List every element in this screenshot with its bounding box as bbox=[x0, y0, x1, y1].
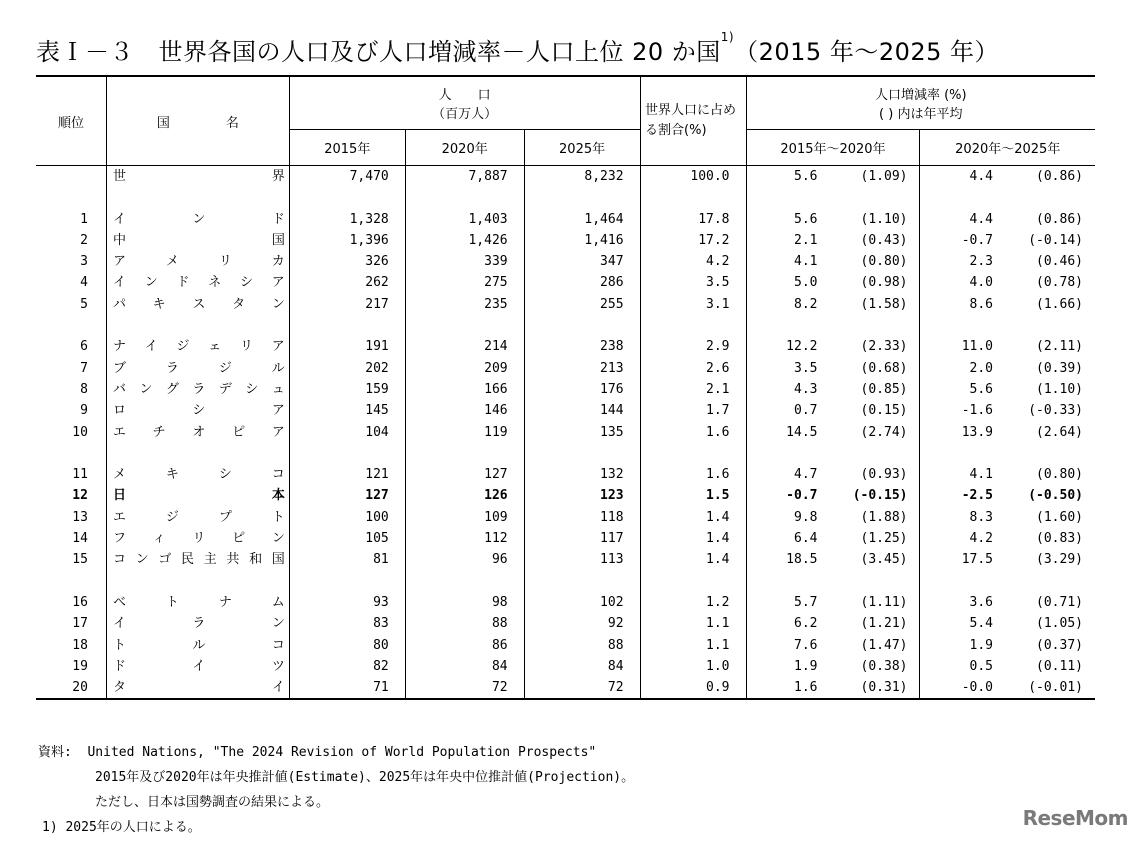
pop-2025: 88 bbox=[524, 635, 640, 656]
country-name: イ ン ド ネ シ ア bbox=[112, 275, 285, 291]
country-name: イ ラ ン bbox=[112, 616, 285, 632]
table-row bbox=[36, 464, 1095, 485]
rank: 9 bbox=[80, 403, 88, 419]
rate-2015-2020: 4.1 bbox=[794, 254, 818, 270]
world-share: 3.5 bbox=[640, 272, 746, 293]
spacer-row bbox=[36, 443, 1095, 464]
rate-2015-2020: 3.5 bbox=[794, 360, 818, 376]
pop-2020: 109 bbox=[405, 507, 524, 528]
world-share: 1.0 bbox=[640, 656, 746, 677]
avg-2015-2020: (0.98) bbox=[860, 275, 908, 291]
avg-2015-2020: (0.93) bbox=[860, 467, 908, 483]
avg-2020-2025: (0.83) bbox=[1036, 531, 1083, 547]
pop-2025: 286 bbox=[524, 272, 640, 293]
avg-2020-2025: (-0.01) bbox=[1028, 680, 1083, 696]
avg-2015-2020: (1.11) bbox=[860, 594, 908, 610]
pop-2015: 81 bbox=[289, 549, 405, 570]
header-population: 人 口 （百万人） bbox=[289, 76, 640, 130]
pop-2015: 262 bbox=[289, 272, 405, 293]
avg-2020-2025: (0.39) bbox=[1036, 360, 1083, 376]
rate-2020-2025: 4.4 bbox=[969, 211, 993, 227]
rank: 11 bbox=[72, 467, 88, 483]
world-share: 4.2 bbox=[640, 251, 746, 272]
country-name: ナ イ ジ ェ リ ア bbox=[112, 339, 285, 355]
avg-2020-2025: (0.46) bbox=[1036, 254, 1083, 270]
header-2015: 2015年 bbox=[289, 130, 405, 166]
rate-2015-2020: 14.5 bbox=[786, 424, 818, 440]
rank: 18 bbox=[72, 637, 88, 653]
avg-2015-2020: (1.25) bbox=[860, 531, 908, 547]
world-share: 1.4 bbox=[640, 507, 746, 528]
country-name: メ キ シ コ bbox=[112, 467, 285, 483]
world-share: 1.4 bbox=[640, 528, 746, 549]
avg-2015-2020: (0.43) bbox=[860, 232, 908, 248]
pop-2025: 118 bbox=[524, 507, 640, 528]
world-share: 1.4 bbox=[640, 549, 746, 570]
world-share: 0.9 bbox=[640, 677, 746, 699]
pop-2020: 214 bbox=[405, 336, 524, 357]
country-name: タ イ bbox=[112, 680, 285, 696]
avg-2020-2025: (-0.33) bbox=[1028, 403, 1083, 419]
pop-2015: 93 bbox=[289, 592, 405, 613]
avg-2020-2025: (0.80) bbox=[1036, 467, 1083, 483]
rank: 2 bbox=[80, 232, 88, 248]
world-share: 1.5 bbox=[640, 485, 746, 506]
pop-2015: 191 bbox=[289, 336, 405, 357]
avg-2015-2020: (2.74) bbox=[860, 424, 908, 440]
rank: 1 bbox=[80, 211, 88, 227]
country-name: ト ル コ bbox=[112, 637, 285, 653]
world-share: 1.7 bbox=[640, 400, 746, 421]
rate-2015-2020: 4.7 bbox=[794, 467, 818, 483]
rank: 12 bbox=[72, 488, 88, 504]
avg-2015-2020: (0.68) bbox=[860, 360, 908, 376]
pop-2015: 159 bbox=[289, 379, 405, 400]
pop-2020: 235 bbox=[405, 294, 524, 315]
header-country: 国 名 bbox=[106, 76, 289, 166]
avg-2020-2025: (0.11) bbox=[1036, 658, 1083, 674]
country-name: パ キ ス タ ン bbox=[112, 296, 285, 312]
rate-2015-2020: 1.6 bbox=[794, 680, 818, 696]
table-row bbox=[36, 272, 1095, 293]
rate-2020-2025: -1.6 bbox=[961, 403, 993, 419]
rate-2015-2020: 6.4 bbox=[794, 531, 818, 547]
world-share: 17.2 bbox=[640, 230, 746, 251]
header-period-2: 2020年～2025年 bbox=[920, 130, 1095, 166]
rate-2020-2025: 4.1 bbox=[969, 467, 993, 483]
table-row bbox=[36, 209, 1095, 230]
pop-2020: 339 bbox=[405, 251, 524, 272]
pop-2015: 104 bbox=[289, 422, 405, 443]
table-row bbox=[36, 400, 1095, 421]
rate-2020-2025: 3.6 bbox=[969, 594, 993, 610]
notes: 資料: United Nations, "The 2024 Revision of World Population Prospects" 2015年及び2020年は年央推計値(Estimate)、2025年は年央中位推計値(Projection)。 ただし、日本は国勢調査の結果による。 1) 2025年の人口による。 bbox=[38, 745, 635, 835]
header-share: 世界人口に占める割合(%) bbox=[640, 76, 746, 166]
pop-2025: 144 bbox=[524, 400, 640, 421]
pop-2020: 72 bbox=[405, 677, 524, 699]
country-name: イ ン ド bbox=[112, 211, 285, 227]
rate-2015-2020: 5.6 bbox=[794, 211, 818, 227]
rate-2015-2020: 8.2 bbox=[794, 296, 818, 312]
pop-2020: 98 bbox=[405, 592, 524, 613]
rank: 16 bbox=[72, 594, 88, 610]
avg-2020-2025: (1.66) bbox=[1036, 296, 1083, 312]
pop-2020: 209 bbox=[405, 358, 524, 379]
header-2025: 2025年 bbox=[524, 130, 640, 166]
pop-2015: 217 bbox=[289, 294, 405, 315]
avg-2020-2025: (2.11) bbox=[1036, 339, 1083, 355]
pop-2025: 1,464 bbox=[524, 209, 640, 230]
rate-2020-2025: 1.9 bbox=[969, 637, 993, 653]
rank: 3 bbox=[80, 254, 88, 270]
pop-2025: 92 bbox=[524, 613, 640, 634]
table-row bbox=[36, 656, 1095, 677]
population-table bbox=[36, 75, 1095, 700]
avg-2015-2020: (0.38) bbox=[860, 658, 908, 674]
rate-2020-2025: 17.5 bbox=[961, 552, 993, 568]
rank: 15 bbox=[72, 552, 88, 568]
pop-2015: 105 bbox=[289, 528, 405, 549]
pop-2025: 1,416 bbox=[524, 230, 640, 251]
pop-2020: 127 bbox=[405, 464, 524, 485]
pop-2015: 1,396 bbox=[289, 230, 405, 251]
table-row bbox=[36, 294, 1095, 315]
pop-2015: 80 bbox=[289, 635, 405, 656]
avg-2020-2025: (-0.50) bbox=[1028, 488, 1083, 504]
spacer-row bbox=[36, 315, 1095, 336]
pop-2020: 146 bbox=[405, 400, 524, 421]
pop-2015: 71 bbox=[289, 677, 405, 699]
world-share: 1.6 bbox=[640, 422, 746, 443]
pop-2015: 1,328 bbox=[289, 209, 405, 230]
rate-2020-2025: 4.0 bbox=[969, 275, 993, 291]
pop-2020: 275 bbox=[405, 272, 524, 293]
pop-2015: 202 bbox=[289, 358, 405, 379]
rank: 10 bbox=[72, 424, 88, 440]
rate-2020-2025: 8.3 bbox=[969, 509, 993, 525]
avg-2020-2025: (2.64) bbox=[1036, 424, 1083, 440]
rate-2015-2020: 9.8 bbox=[794, 509, 818, 525]
avg-2020-2025: (0.71) bbox=[1036, 594, 1083, 610]
pop-2025: 347 bbox=[524, 251, 640, 272]
rate-2015-2020: -0.7 bbox=[786, 488, 818, 504]
avg-2020-2025: (1.60) bbox=[1036, 509, 1083, 525]
avg-2015-2020: (2.33) bbox=[860, 339, 908, 355]
avg-2020-2025: (0.78) bbox=[1036, 275, 1083, 291]
pop-2015: 83 bbox=[289, 613, 405, 634]
rate-2020-2025: 0.5 bbox=[969, 658, 993, 674]
country-name: バ ン グ ラ デ シ ュ bbox=[112, 381, 285, 397]
avg-2015-2020: (3.45) bbox=[860, 552, 908, 568]
rate-2020-2025: 11.0 bbox=[961, 339, 993, 355]
rank: 8 bbox=[80, 381, 88, 397]
rate-2015-2020: 5.0 bbox=[794, 275, 818, 291]
pop-2025: 84 bbox=[524, 656, 640, 677]
header-rate: 人口増減率 (%) ( ) 内は年平均 bbox=[746, 76, 1095, 130]
pop-2020: 88 bbox=[405, 613, 524, 634]
rate-2015-2020: 4.3 bbox=[794, 381, 818, 397]
world-share: 2.6 bbox=[640, 358, 746, 379]
rate-2015-2020: 1.9 bbox=[794, 658, 818, 674]
pop-2025: 102 bbox=[524, 592, 640, 613]
resemom-logo: ReseMom bbox=[1022, 806, 1128, 830]
rate-2020-2025: 5.6 bbox=[969, 381, 993, 397]
rank: 13 bbox=[72, 509, 88, 525]
pop-2015: 82 bbox=[289, 656, 405, 677]
rate-2015-2020: 18.5 bbox=[786, 552, 818, 568]
country-name: 日 本 bbox=[112, 488, 285, 504]
avg-2020-2025: (3.29) bbox=[1036, 552, 1083, 568]
avg-2020-2025: (1.10) bbox=[1036, 381, 1083, 397]
rate-2015-2020: 6.2 bbox=[794, 616, 818, 632]
world-share: 17.8 bbox=[640, 209, 746, 230]
table-row bbox=[36, 635, 1095, 656]
world-share: 1.2 bbox=[640, 592, 746, 613]
rank: 6 bbox=[80, 339, 88, 355]
avg-2020-2025: (-0.14) bbox=[1028, 232, 1083, 248]
pop-2020: 96 bbox=[405, 549, 524, 570]
pop-2020: 86 bbox=[405, 635, 524, 656]
spacer-row bbox=[36, 571, 1095, 592]
country-name: エ チ オ ピ ア bbox=[112, 424, 285, 440]
pop-2025: 255 bbox=[524, 294, 640, 315]
rate-2015-2020: 5.7 bbox=[794, 594, 818, 610]
table-row bbox=[36, 422, 1095, 443]
pop-2025: 135 bbox=[524, 422, 640, 443]
header-2020: 2020年 bbox=[405, 130, 524, 166]
rank: 7 bbox=[80, 360, 88, 376]
avg-2015-2020: (0.15) bbox=[860, 403, 908, 419]
country-name: 中 国 bbox=[112, 232, 285, 248]
avg-2020-2025: (0.86) bbox=[1036, 211, 1083, 227]
spacer-row bbox=[36, 187, 1095, 208]
rate-2020-2025: 5.4 bbox=[969, 616, 993, 632]
avg-2015-2020: (1.88) bbox=[860, 509, 908, 525]
rate-2020-2025: -2.5 bbox=[961, 488, 993, 504]
country-name: フ ィ リ ピ ン bbox=[112, 531, 285, 547]
avg-2015-2020: (1.21) bbox=[860, 616, 908, 632]
pop-2020: 1,426 bbox=[405, 230, 524, 251]
table-row bbox=[36, 230, 1095, 251]
country-name: ア メ リ カ bbox=[112, 254, 285, 270]
pop-2020: 126 bbox=[405, 485, 524, 506]
country-name: エ ジ プ ト bbox=[112, 509, 285, 525]
table-row bbox=[36, 336, 1095, 357]
avg-2015-2020: (-0.15) bbox=[852, 488, 908, 504]
pop-2015: 127 bbox=[289, 485, 405, 506]
table-row bbox=[36, 379, 1095, 400]
pop-2015: 100 bbox=[289, 507, 405, 528]
rank: 4 bbox=[80, 275, 88, 291]
avg-2020-2025: (0.37) bbox=[1036, 637, 1083, 653]
avg-2015-2020: (0.85) bbox=[860, 381, 908, 397]
table-title: 表Ｉ－３ 世界各国の人口及び人口増減率－人口上位 20 か国$^{1)}$（2015 年～2025 年） bbox=[36, 30, 1000, 66]
pop-2025: 213 bbox=[524, 358, 640, 379]
avg-2020-2025: (1.05) bbox=[1036, 616, 1083, 632]
pop-2025: 72 bbox=[524, 677, 640, 699]
country-name: ブ ラ ジ ル bbox=[112, 360, 285, 376]
table-row bbox=[36, 549, 1095, 570]
pop-2025: 238 bbox=[524, 336, 640, 357]
world-row: 世 界 7,470 7,887 8,232 100.0 5.6 (1.09) 4.4 (0.86) bbox=[36, 166, 1095, 188]
rate-2015-2020: 2.1 bbox=[794, 232, 818, 248]
avg-2015-2020: (1.10) bbox=[860, 211, 908, 227]
pop-2015: 145 bbox=[289, 400, 405, 421]
pop-2015: 121 bbox=[289, 464, 405, 485]
pop-2025: 176 bbox=[524, 379, 640, 400]
world-share: 1.1 bbox=[640, 613, 746, 634]
rate-2015-2020: 7.6 bbox=[794, 637, 818, 653]
pop-2025: 123 bbox=[524, 485, 640, 506]
pop-2025: 117 bbox=[524, 528, 640, 549]
rate-2020-2025: -0.0 bbox=[961, 680, 993, 696]
table-row bbox=[36, 677, 1095, 699]
rate-2020-2025: 4.2 bbox=[969, 531, 993, 547]
avg-2015-2020: (1.58) bbox=[860, 296, 908, 312]
pop-2020: 112 bbox=[405, 528, 524, 549]
rank: 17 bbox=[72, 616, 88, 632]
header-rank: 順位 bbox=[36, 76, 106, 166]
table-row bbox=[36, 613, 1095, 634]
table-row bbox=[36, 507, 1095, 528]
rate-2015-2020: 12.2 bbox=[786, 339, 818, 355]
table-row bbox=[36, 592, 1095, 613]
world-share: 2.1 bbox=[640, 379, 746, 400]
pop-2020: 1,403 bbox=[405, 209, 524, 230]
pop-2025: 132 bbox=[524, 464, 640, 485]
avg-2015-2020: (0.80) bbox=[860, 254, 908, 270]
world-share: 2.9 bbox=[640, 336, 746, 357]
pop-2020: 119 bbox=[405, 422, 524, 443]
pop-2025: 113 bbox=[524, 549, 640, 570]
rate-2020-2025: 2.0 bbox=[969, 360, 993, 376]
rate-2020-2025: 8.6 bbox=[969, 296, 993, 312]
rank: 14 bbox=[72, 531, 88, 547]
country-name: ベ ト ナ ム bbox=[112, 594, 285, 610]
country-name: ロ シ ア bbox=[112, 403, 285, 419]
table-row bbox=[36, 528, 1095, 549]
world-share: 1.6 bbox=[640, 464, 746, 485]
rate-2020-2025: 2.3 bbox=[969, 254, 993, 270]
table-row bbox=[36, 485, 1095, 506]
header-period-1: 2015年～2020年 bbox=[746, 130, 920, 166]
world-share: 3.1 bbox=[640, 294, 746, 315]
table-row bbox=[36, 358, 1095, 379]
rank: 20 bbox=[36, 677, 106, 699]
world-share: 1.1 bbox=[640, 635, 746, 656]
rank: 5 bbox=[80, 296, 88, 312]
country-name: ド イ ツ bbox=[112, 658, 285, 674]
pop-2020: 84 bbox=[405, 656, 524, 677]
table-row bbox=[36, 251, 1095, 272]
rate-2020-2025: 13.9 bbox=[961, 424, 993, 440]
pop-2020: 166 bbox=[405, 379, 524, 400]
pop-2015: 326 bbox=[289, 251, 405, 272]
rank: 19 bbox=[72, 658, 88, 674]
avg-2015-2020: (1.47) bbox=[860, 637, 908, 653]
country-name: コ ン ゴ 民 主 共 和 国 bbox=[112, 552, 285, 568]
rate-2015-2020: 0.7 bbox=[794, 403, 818, 419]
rate-2020-2025: -0.7 bbox=[961, 232, 993, 248]
avg-2015-2020: (0.31) bbox=[860, 680, 908, 696]
